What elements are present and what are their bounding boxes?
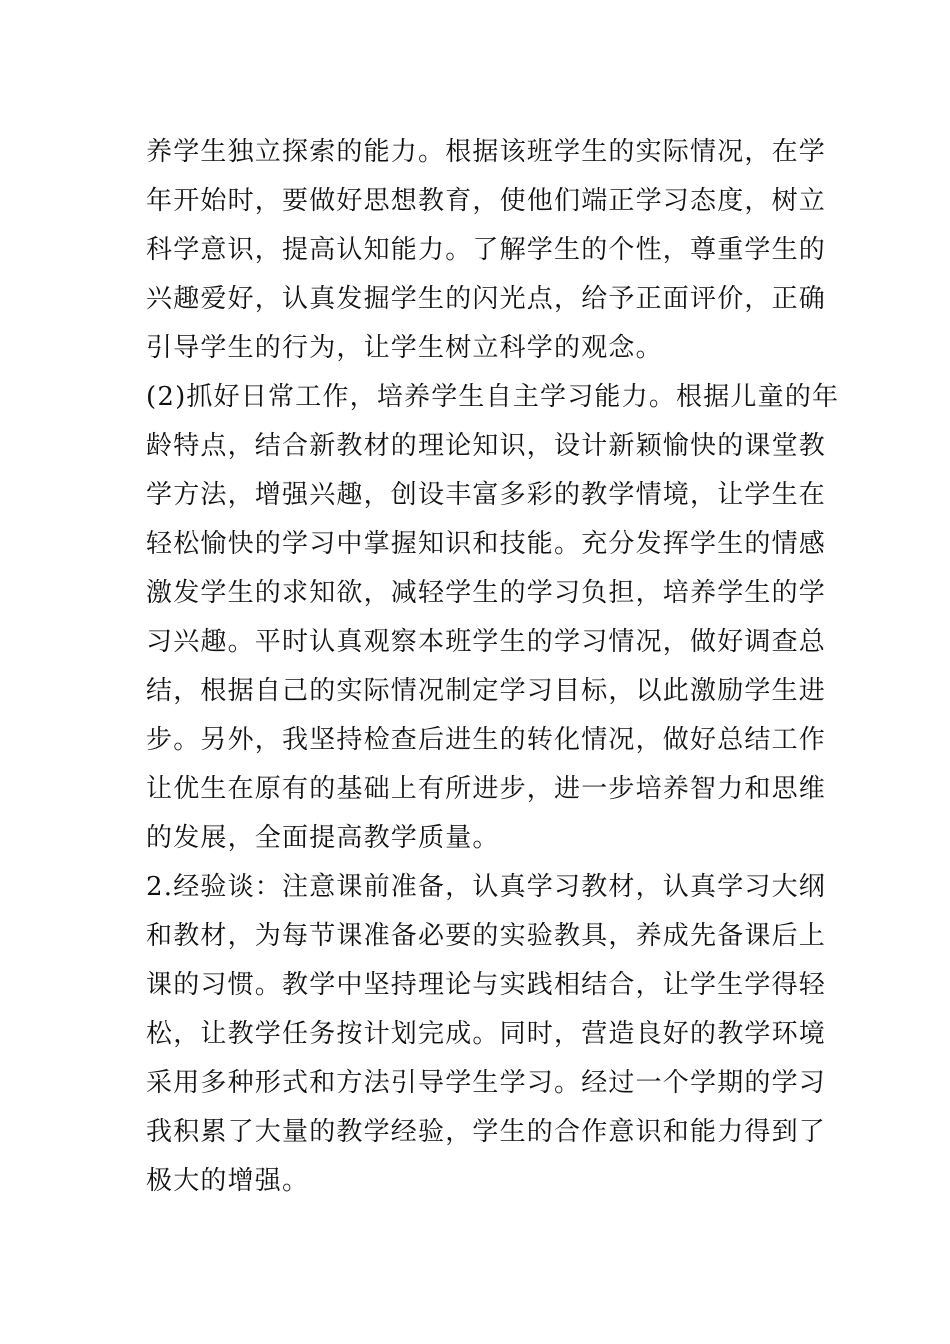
text-line: 和教材，为每节课准备必要的实验教具，养成先备课后上 [146,921,827,951]
text-line: 年开始时，要做好思想教育，使他们端正学习态度，树立 [146,186,827,216]
text-line: 的发展，全面提高教学质量。 [146,823,500,853]
text-line: 兴趣爱好，认真发掘学生的闪光点，给予正面评价，正确 [146,284,827,314]
text-line: 采用多种形式和方法引导学生学习。经过一个学期的学习 [146,1068,827,1098]
text-line: 结，根据自己的实际情况制定学习目标，以此激励学生进 [146,676,827,706]
text-line: 课的习惯。教学中坚持理论与实践相结合，让学生学得轻 [146,970,827,1000]
text-line: 科学意识，提高认知能力。了解学生的个性，尊重学生的 [146,235,827,265]
text-line: 激发学生的求知欲，减轻学生的学习负担，培养学生的学 [146,578,827,608]
text-line: 龄特点，结合新教材的理论知识，设计新颖愉快的课堂教 [146,431,827,461]
body-text [146,128,840,1206]
text-line: 极大的增强。 [146,1166,310,1196]
text-line: 习兴趣。平时认真观察本班学生的学习情况，做好调查总 [146,627,827,657]
text-line: 养学生独立探索的能力。根据该班学生的实际情况，在学 [146,137,827,167]
text-line: (2)抓好日常工作，培养学生自主学习能力。根据儿童的年 [146,382,840,412]
text-line: 引导学生的行为，让学生树立科学的观念。 [146,333,663,363]
text-line: 我积累了大量的教学经验，学生的合作意识和能力得到了 [146,1117,827,1147]
text-line: 学方法，增强兴趣，创设丰富多彩的教学情境，让学生在 [146,480,827,510]
text-line: 步。另外，我坚持检查后进生的转化情况，做好总结工作 [146,725,827,755]
text-line: 松，让教学任务按计划完成。同时，营造良好的教学环境 [146,1019,827,1049]
text-line: 让优生在原有的基础上有所进步，进一步培养智力和思维 [146,774,827,804]
text-line: 2.经验谈：注意课前准备，认真学习教材，认真学习大纲 [146,872,827,902]
text-line: 轻松愉快的学习中掌握知识和技能。充分发挥学生的情感 [146,529,827,559]
